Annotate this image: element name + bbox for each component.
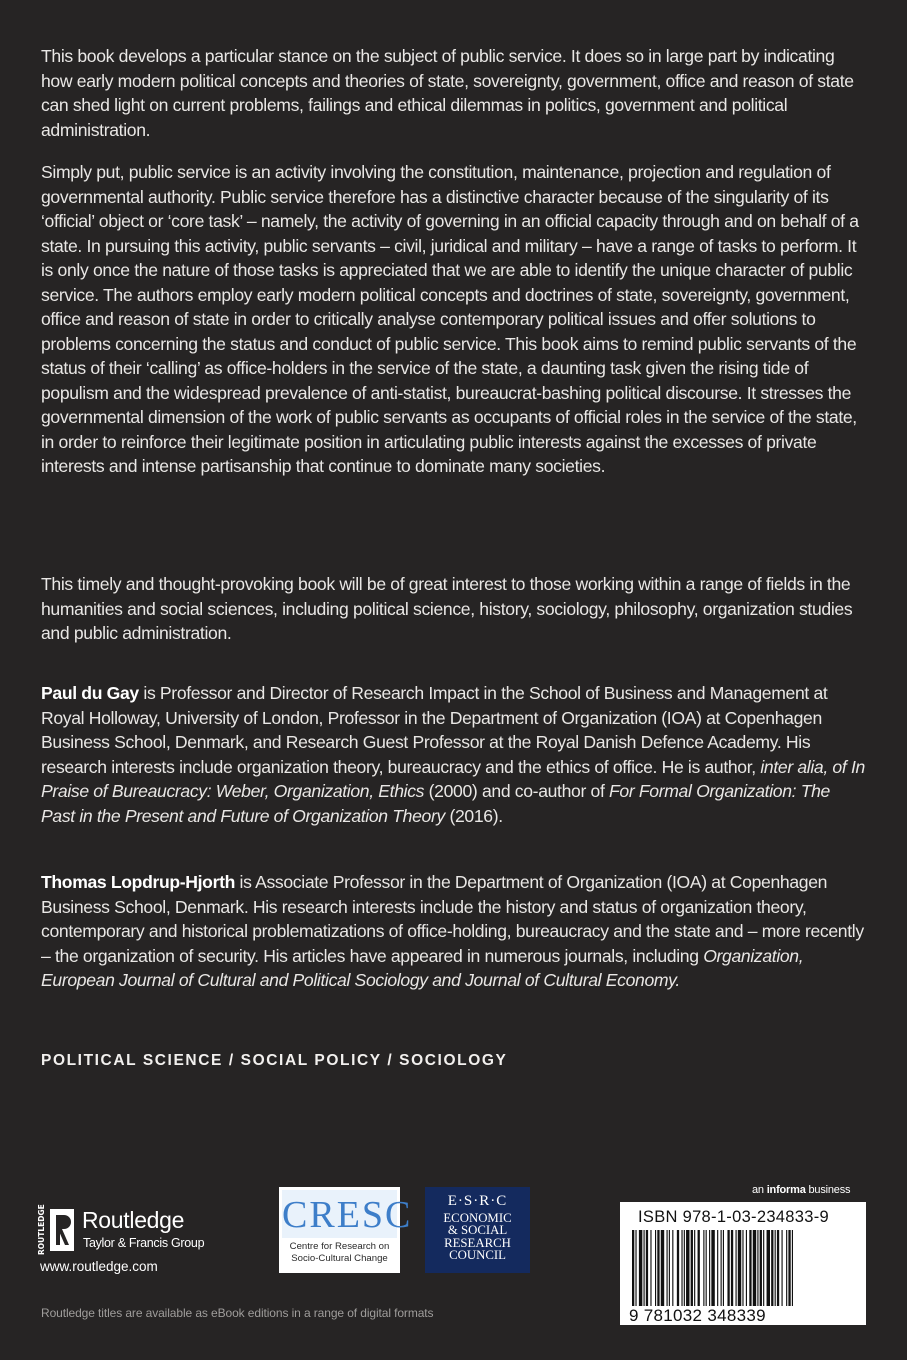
ebook-note: Routledge titles are available as eBook editions in a range of digital formats — [41, 1306, 434, 1320]
barcode-bar — [691, 1230, 693, 1306]
barcode-bar — [672, 1230, 673, 1306]
isbn-barcode — [620, 1202, 866, 1325]
subject-categories: POLITICAL SCIENCE / SOCIAL POLICY / SOCIOLOGY — [41, 1052, 508, 1069]
author-name: Thomas Lopdrup-Hjorth — [41, 872, 235, 892]
barcode-bar — [657, 1230, 659, 1306]
barcode-digits: 9 781032 348339 — [629, 1306, 766, 1325]
informa-tagline: an informa business — [752, 1184, 851, 1196]
barcode-bar — [731, 1230, 733, 1306]
barcode-bar — [727, 1230, 729, 1306]
barcode-bar — [736, 1230, 737, 1306]
barcode-bar — [746, 1230, 747, 1306]
barcode-bar — [655, 1230, 656, 1306]
barcode-bar — [711, 1230, 714, 1306]
barcode-bar — [677, 1230, 679, 1306]
isbn-label: ISBN 978-1-03-234833-9 — [638, 1208, 829, 1226]
publisher-logo — [38, 1203, 258, 1283]
barcode-bar — [661, 1230, 664, 1306]
description-paragraph-3: This timely and thought-provoking book will be of great interest to those working within a range of fields in the humanities and social sciences, including political science, history, sociology, philosophy, organization studies and public administration. — [41, 574, 853, 643]
barcode-bar — [738, 1230, 741, 1306]
barcode-bar — [684, 1230, 685, 1306]
barcode-bar — [742, 1230, 743, 1306]
publisher-name: Routledge — [82, 1207, 185, 1233]
author-name: Paul du Gay — [41, 683, 139, 703]
barcode-bar — [646, 1230, 648, 1306]
barcode-bar — [706, 1230, 707, 1306]
barcode-bar — [681, 1230, 682, 1306]
barcode-bar — [786, 1230, 787, 1306]
publisher-url: www.routledge.com — [40, 1259, 158, 1274]
cresc-logo: CRESC Centre for Research on Socio-Cultural Change — [279, 1187, 400, 1273]
barcode-bar — [788, 1230, 790, 1306]
barcode-bar — [669, 1230, 670, 1306]
publisher-group: Taylor & Francis Group — [83, 1236, 205, 1250]
barcode-bar — [767, 1230, 770, 1306]
barcode-bar — [775, 1230, 776, 1306]
barcode-bar — [777, 1230, 779, 1306]
barcode-bar — [782, 1230, 783, 1306]
barcode-bar — [686, 1230, 689, 1306]
barcode-bar — [635, 1230, 636, 1306]
barcode-bar — [639, 1230, 642, 1306]
description-paragraph-1: This book develops a particular stance on the subject of public service. It does so in large part by indicating how early modern political concepts and theories of state, sovereignty, government, office and reason of state can shed light on current problems, failings and ethical dilemmas in politics, government and political administration. — [41, 46, 854, 140]
barcode-bar — [721, 1230, 722, 1306]
barcode-bar — [644, 1230, 645, 1306]
svg-text:ROUTLEDGE: ROUTLEDGE — [37, 1204, 46, 1255]
barcode-bar — [792, 1230, 793, 1306]
barcode-bar — [698, 1230, 700, 1306]
routledge-r-icon — [37, 1204, 76, 1257]
author-bio-1: Paul du Gay is Professor and Director of Research Impact in the School of Business and Management at Royal Holloway, University of London, Professor in the Department of Organization (IOA) at Copenhagen Business School, Denmark, and Research Guest Professor at the Royal Danish Defence Academy. His research interests include organization theory, bureaucracy and the ethics of office. He is author, inter alia, of In Praise of Bureaucracy: Weber, Organization, Ethics (2000) and co-author of For Formal Organization: The Past in the Present and Future of Organization Theory (2016). — [41, 683, 865, 826]
barcode-bar — [650, 1230, 651, 1306]
barcode-bar — [709, 1230, 710, 1306]
barcode-bar — [632, 1230, 634, 1306]
barcode-bars — [630, 1230, 860, 1306]
barcode-bar — [760, 1230, 762, 1306]
barcode-bar — [763, 1230, 764, 1306]
barcode-bar — [771, 1230, 773, 1306]
barcode-bar — [667, 1230, 668, 1306]
esrc-logo: E·S·R·C ECONOMIC & SOCIAL RESEARCH COUNCIL — [425, 1187, 530, 1273]
barcode-bar — [723, 1230, 724, 1306]
barcode-bar — [749, 1230, 751, 1306]
barcode-bar — [694, 1230, 695, 1306]
description-paragraph-2: Simply put, public service is an activity involving the constitution, maintenance, projection and regulation of governmental authority. Public service therefore has a distinctive character because of the singularity of its ‘official’ object or ‘core task’ – namely, the activity of governing in an official capacity through and on behalf of a state. In pursuing this activity, public servants – civil, juridical and military – have a range of tasks to perform. It is only once the nature of those tasks is appreciated that we are able to identify the unique character of public service. The authors employ early modern political concepts and doctrines of state, sovereignty, government, office and reason of state in order to critically analyse contemporary political issues and offer solutions to problems concerning the status and conduct of public service. This book aims to remind public servants of the status of their ‘calling’ as office-holders in the service of the state, a daunting task given the rising tide of populism and the widespread prevalence of anti-statist, bureaucrat-bashing political discourse. It stresses the governmental dimension of the work of public servants as occupants of official roles in the service of the state, in order to reinforce their legitimate position in articulating public interests against the excesses of private interests and intense partisanship that continue to dominate many societies. — [41, 162, 859, 476]
barcode-bar — [703, 1230, 704, 1306]
barcode-bar — [753, 1230, 756, 1306]
cresc-wordmark: CRESC — [282, 1194, 413, 1236]
barcode-bar — [717, 1230, 718, 1306]
barcode-bar — [757, 1230, 758, 1306]
author-bio-2: Thomas Lopdrup-Hjorth is Associate Professor in the Department of Organization (IOA) at Copenhagen Business School, Denmark. His research interests include the history and status of organization theory, contemporary and historical problematizations of office-holding, bureaucracy and the state and – more recently – the organization of security. His articles have appeared in numerous journals, including Organization, European Journal of Cultural and Political Sociology and Journal of Cultural Economy. — [41, 872, 864, 990]
